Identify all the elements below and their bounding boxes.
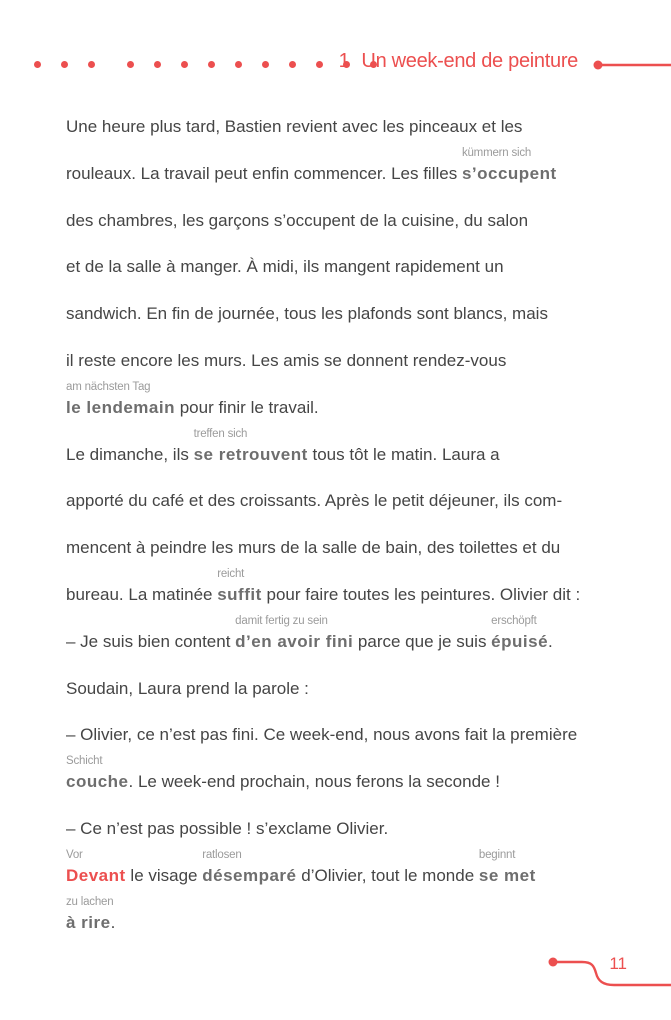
gloss-annotation: treffen sich	[193, 427, 248, 440]
text-run: – Olivier, ce n’est pas fini. Ce week-end, nous avons fait la première	[66, 725, 578, 745]
text-run: Soudain, Laura prend la parole :	[66, 678, 309, 698]
red-dot	[154, 61, 161, 68]
red-dot	[208, 61, 215, 68]
vocab-word: ratlosen désemparé	[202, 848, 297, 885]
vocab-word: reicht suffit	[217, 567, 262, 604]
text-run: le visage	[125, 865, 203, 885]
text-line	[66, 338, 626, 385]
vocab-word: Schicht couche	[66, 755, 129, 792]
text-line	[66, 848, 626, 900]
text-run: . Le week-end prochain, nous ferons la seconde !	[128, 772, 500, 792]
text-run: Le dimanche, ils	[66, 444, 194, 464]
footer-flourish-decoration	[546, 954, 671, 994]
text-line	[66, 291, 626, 338]
text-line	[66, 614, 626, 666]
gloss-annotation: am nächsten Tag	[66, 380, 151, 393]
gloss-annotation: zu lachen	[66, 895, 114, 908]
text-line	[66, 478, 626, 525]
chapter-heading	[339, 50, 578, 73]
text-line	[66, 666, 626, 713]
gloss-annotation: erschöpft	[491, 614, 537, 627]
vocab-word: treffen sich se retrouvent	[193, 427, 308, 464]
text-run: sandwich. En fin de journée, tous les plafonds sont blancs, mais	[66, 304, 548, 324]
vocab-word: am nächsten Tag le lendemain	[66, 380, 175, 417]
chapter-number: 1	[338, 50, 350, 72]
text-run: bureau. La matinée	[66, 584, 218, 604]
text-line	[66, 712, 626, 759]
page-header	[0, 48, 671, 88]
header-dots	[34, 61, 377, 68]
text-line	[66, 806, 626, 853]
red-dot	[61, 61, 68, 68]
red-dot	[181, 61, 188, 68]
header-rule-decoration	[591, 58, 671, 72]
text-run: d’Olivier, tout le monde	[296, 865, 479, 885]
red-dot	[127, 61, 134, 68]
text-line	[66, 244, 626, 291]
gloss-annotation: Vor	[66, 848, 83, 861]
chapter-title: Un week-end de peinture	[361, 50, 578, 72]
text-run: – Je suis bien content	[66, 631, 236, 651]
text-line	[66, 427, 626, 479]
text-run: il reste encore les murs. Les amis se donnent rendez-vous	[66, 350, 507, 370]
gloss-annotation: beginnt	[478, 848, 516, 861]
vocab-word: damit fertig zu sein d’en avoir fini	[235, 614, 354, 651]
text-line	[66, 755, 626, 806]
text-run: tous tôt le matin. Laura a	[307, 444, 500, 464]
gloss-annotation: reicht	[217, 567, 245, 580]
text-line	[66, 525, 626, 572]
vocab-word: kümmern sich s’occupent	[461, 146, 557, 183]
text-run: Une heure plus tard, Bastien revient avec les pinceaux et les	[66, 117, 523, 136]
text-line	[66, 198, 626, 245]
text-line	[66, 380, 626, 432]
red-dot	[262, 61, 269, 68]
page-number: 11	[609, 954, 627, 973]
text-run: .	[110, 912, 116, 932]
text-run: parce que je suis	[353, 631, 492, 651]
text-run: pour faire toutes les peintures. Olivier dit :	[261, 584, 581, 604]
vocab-word: zu lachen à rire	[66, 895, 114, 932]
text-run: pour finir le travail.	[174, 397, 319, 417]
vocab-word: Vor Devant	[66, 848, 126, 885]
red-dot	[316, 61, 323, 68]
red-dot	[34, 61, 41, 68]
text-line	[66, 567, 626, 619]
text-line	[66, 895, 626, 947]
gloss-annotation: damit fertig zu sein	[235, 614, 328, 627]
text-run: apporté du café et des croissants. Après le petit déjeuner, ils com-	[66, 491, 563, 511]
red-dot	[88, 61, 95, 68]
text-line	[66, 104, 626, 151]
text-run: des chambres, les garçons s’occupent de la cuisine, du salon	[66, 210, 529, 230]
vocab-word: beginnt se met	[478, 848, 536, 885]
text-run: mencent à peindre les murs de la salle de bain, des toilettes et du	[66, 538, 561, 558]
text-run: .	[548, 631, 553, 651]
red-dot	[235, 61, 242, 68]
text-run: – Ce n’est pas possible ! s’exclame Olivier.	[66, 818, 389, 838]
gloss-annotation: ratlosen	[202, 848, 242, 861]
text-run: et de la salle à manger. À midi, ils mangent rapidement un	[66, 257, 504, 277]
vocab-word: erschöpft épuisé	[491, 614, 549, 651]
text-run: rouleaux. La travail peut enfin commencer. Les filles	[66, 163, 462, 183]
text-body	[66, 104, 626, 946]
red-dot	[289, 61, 296, 68]
text-line	[66, 146, 626, 198]
gloss-annotation: Schicht	[66, 755, 103, 768]
gloss-annotation: kümmern sich	[461, 146, 532, 159]
